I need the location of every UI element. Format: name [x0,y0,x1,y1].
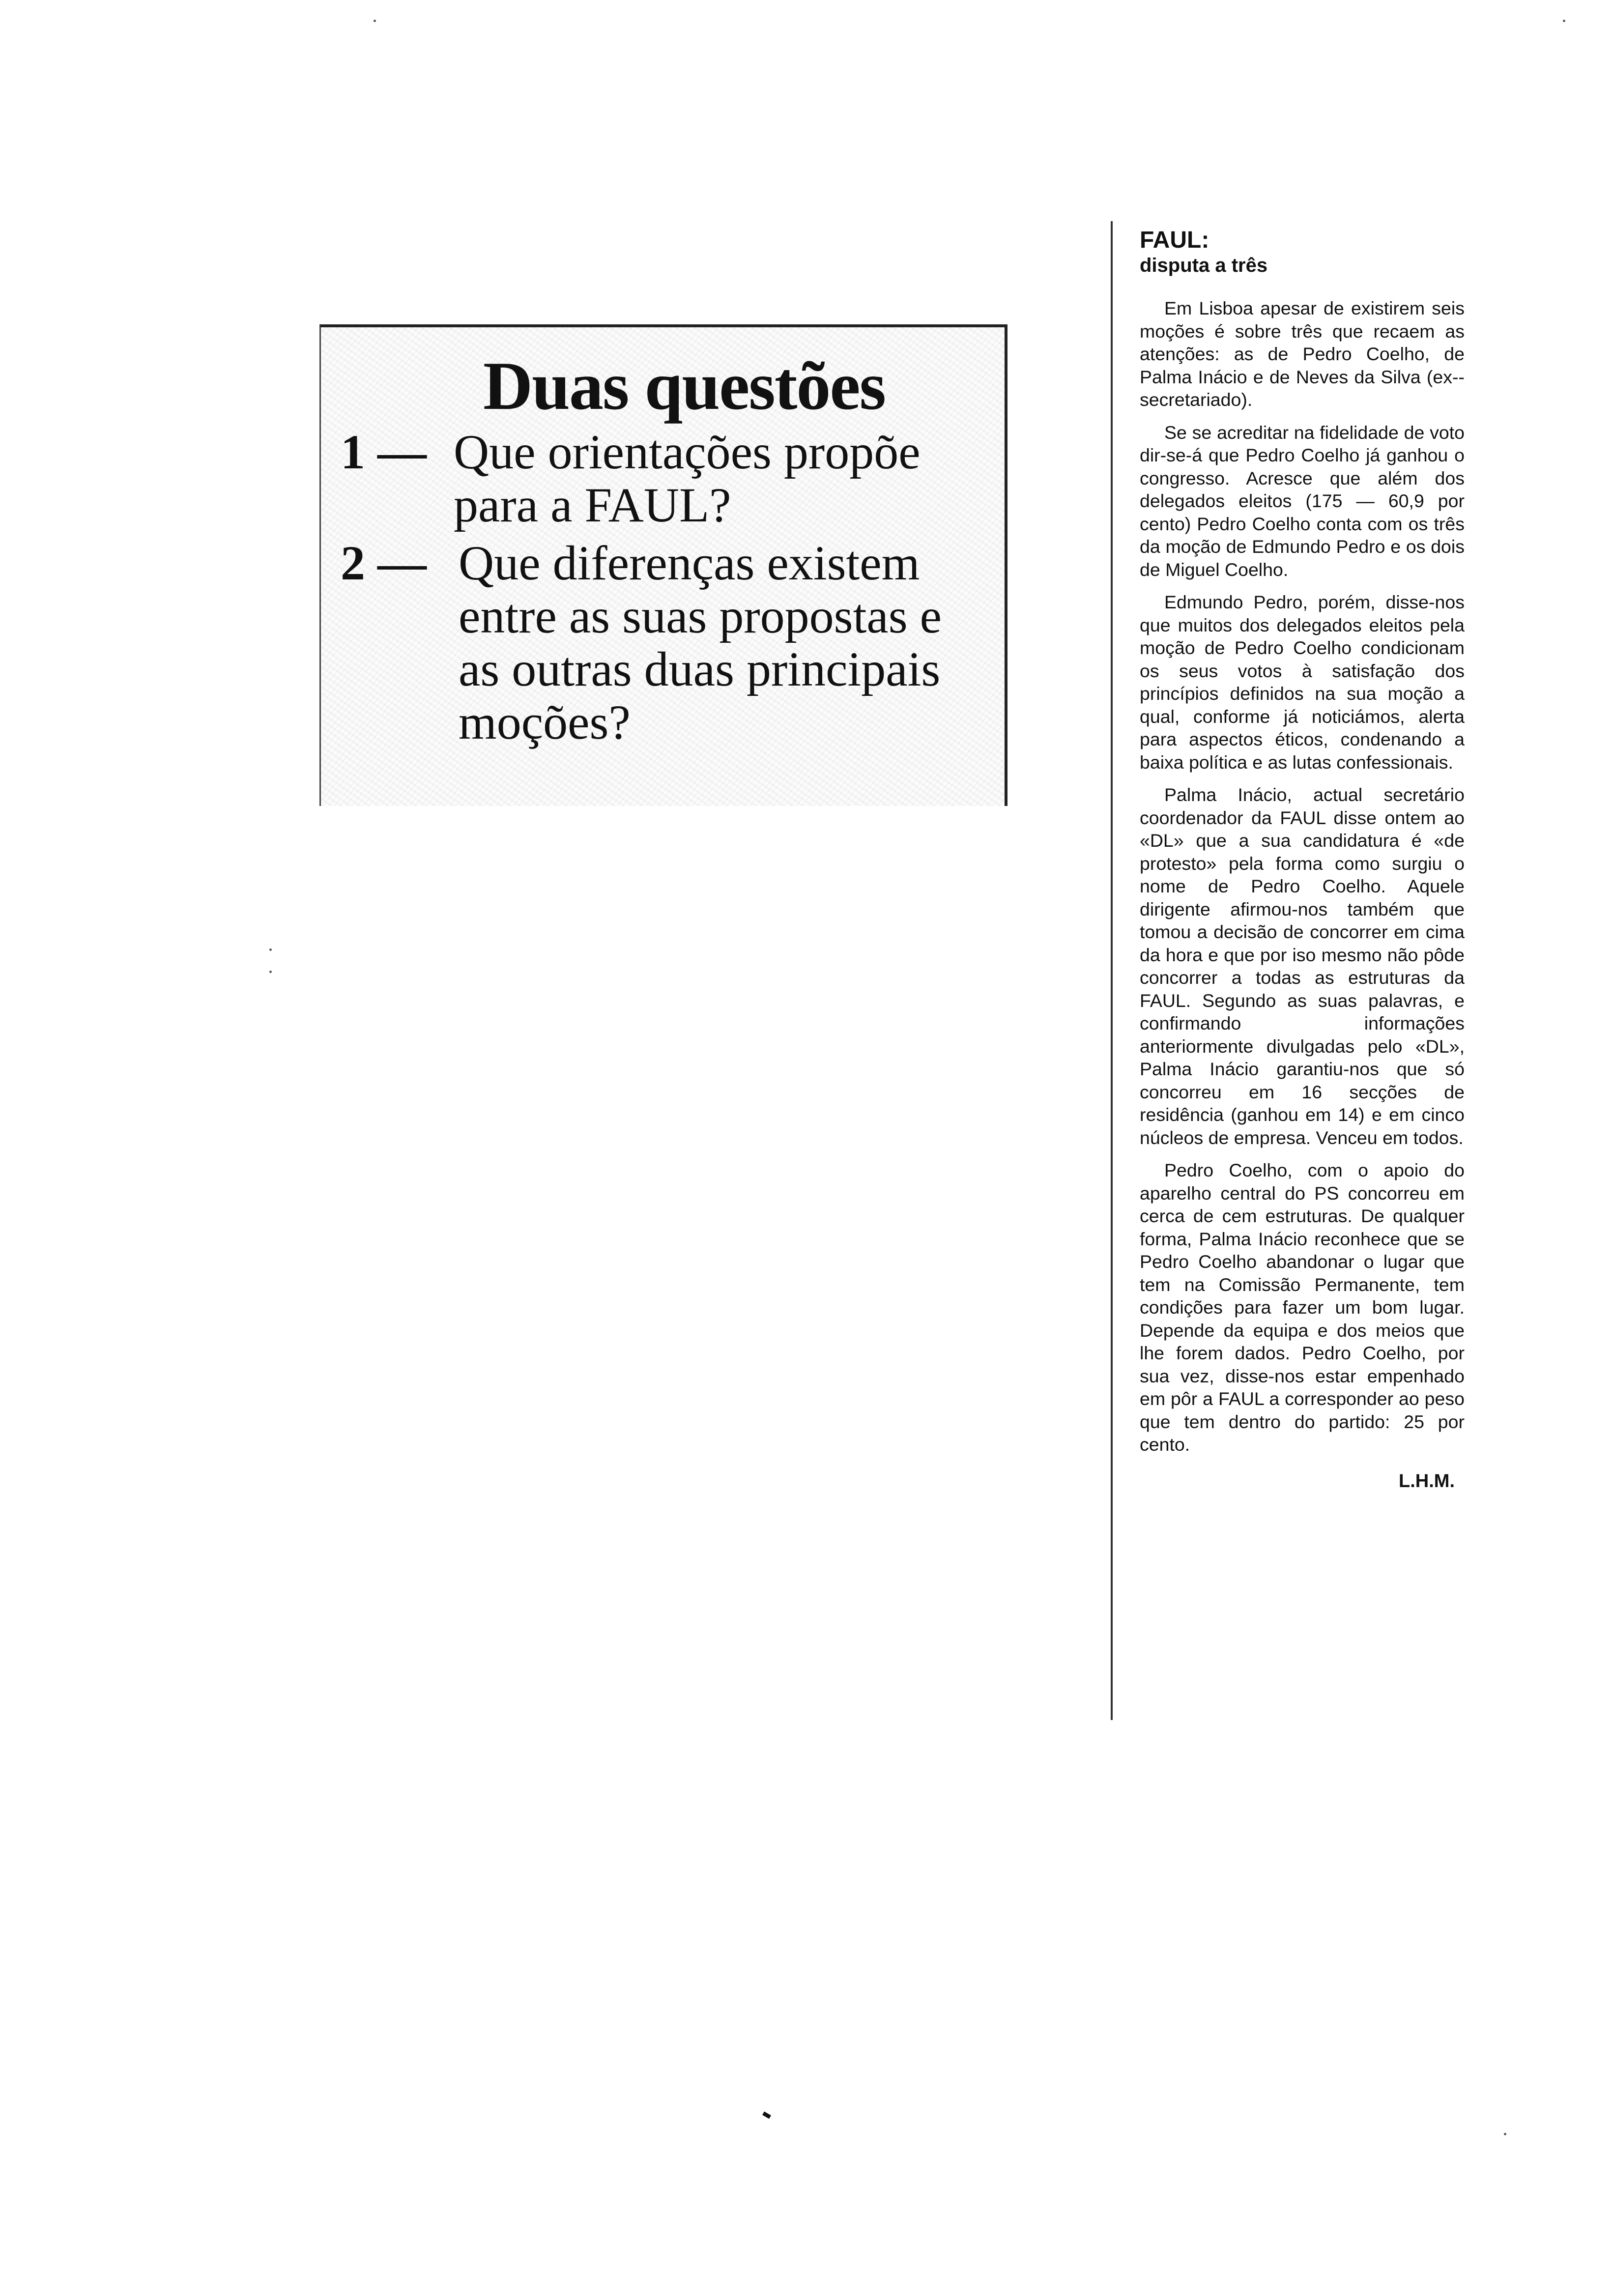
scan-speck [269,948,272,951]
question-2-number: 2 — [341,536,427,590]
article-paragraph: Palma Inácio, actual secretário coordenador da FAUL disse ontem ao «DL» que a sua candidatura é «de protesto» pela forma como surgiu o nome de Pedro Coelho. Aquele dirigente afirmou-nos também que tomou a decisão de concorrer em cima da hora e que por iso mesmo não pôde concorrer a todas as estruturas da FAUL. Segundo as suas palavras, e confirmando informações anteriormente divulgadas pelo «DL», Palma Inácio garantiu-nos que só concorreu em 16 secções de residência (ganhou em 14) e em cinco núcleos de empresa. Venceu em todos. [1140,784,1465,1148]
article-subheadline: disputa a três [1140,255,1268,276]
article-column [1111,221,1465,1720]
questions-box [319,324,1008,806]
scan-speck [269,971,272,973]
question-1 [341,426,990,532]
article-paragraph: Se se acreditar na fidelidade de voto dir-se-á que Pedro Coelho já ganhou o congresso. Acresce que além dos delegados eleitos (175 — 60,9 por cento) Pedro Coelho conta com os três da moção de Edmundo Pedro e os dois de Miguel Coelho. [1140,422,1465,580]
scan-speck [374,20,376,22]
question-1-number: 1 — [341,425,427,479]
scan-speck [1563,20,1565,22]
article-paragraph: Pedro Coelho, com o apoio do aparelho central do PS concorreu em cerca de cem estruturas. De qualquer forma, Palma Inácio reconhece que se Pedro Coelho abandonar o lugar que tem na Comissão Permanente, tem condições para fazer um bom lugar. Depende da equipa e dos meios que lhe forem dados. Pedro Coelho, por sua vez, disse-nos estar empenhado em pôr a FAUL a corresponder ao peso que tem dentro do partido: 25 por cento. [1140,1160,1465,1455]
article-headline: FAUL: [1140,227,1209,253]
scan-speck [762,2112,771,2119]
article-paragraph: Em Lisboa apesar de existirem seis moções é sobre três que recaem as atenções: as de Pedro Coelho, de Palma Inácio e de Neves da Silva (ex--secretariado). [1140,298,1465,410]
question-1-text: Que orientações propõe para a FAUL? [454,425,921,532]
scan-speck [1504,2133,1506,2135]
article-paragraph: Edmundo Pedro, porém, disse-nos que muitos dos delegados eleitos pela moção de Pedro Coelho condicionam os seus votos à satisfação dos princípios definidos na sua moção a qual, conforme já noticiámos, alerta para aspectos éticos, condenando a baixa política e as lutas confessionais. [1140,592,1465,773]
question-2-text: Que diferenças existem entre as suas propostas e as outras duas principais moções? [459,536,942,749]
question-2 [341,537,990,749]
article-signature: L.H.M. [1399,1470,1455,1492]
questions-title: Duas questões [483,348,886,424]
